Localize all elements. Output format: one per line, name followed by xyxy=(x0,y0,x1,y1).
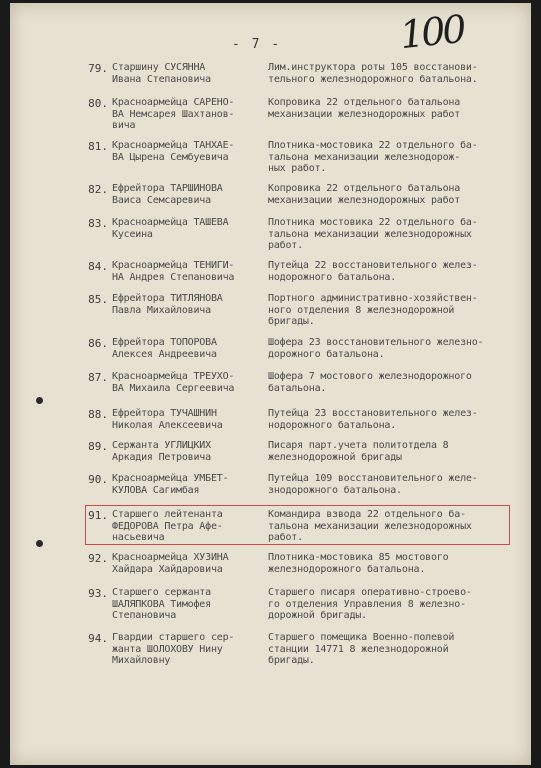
entry-number: 92. xyxy=(88,552,108,565)
entry-number: 84. xyxy=(88,260,108,273)
entry-position: Путейца 22 восстановительного желез- нодорожного батальона. xyxy=(268,260,478,283)
entry-position: Шофера 23 восстановительного железно- дорожного батальона. xyxy=(268,337,484,360)
entry-position: Командира взвода 22 отдельного ба- тальона механизации железнодорожных работ. xyxy=(268,509,472,543)
entry-number: 93. xyxy=(88,587,108,600)
entry-name: Старшего сержанта ШАЛЯПКОВА Тимофея Степановича xyxy=(112,587,211,621)
entry-name: Сержанта УГЛИЦКИХ Аркадия Петровича xyxy=(112,440,211,463)
entry-number: 81. xyxy=(88,140,108,153)
entry-number: 80. xyxy=(88,97,108,110)
entry-name: Красноармейца ТАШЕВА Кусеина xyxy=(112,217,229,240)
entry-number: 94. xyxy=(88,632,108,645)
entry-position: Плотника мостовика 22 отдельного ба- тальона механизации железнодорожных работ. xyxy=(268,217,478,251)
entry-position: Плотника-мостовика 22 отдельного ба- тальона механизации железнодорож- ных работ. xyxy=(268,140,478,174)
entry-number: 82. xyxy=(88,183,108,196)
page-number: - 7 - xyxy=(232,37,282,52)
highlight-box xyxy=(85,505,510,545)
entry-name: Гвардии старшего сер- жанта ШОЛОХОВУ Нину Михайловну xyxy=(112,632,235,666)
entry-position: Копровика 22 отдельного батальона механизации железнодорожных работ xyxy=(268,183,461,206)
entry-number: 91. xyxy=(88,509,108,522)
entry-name: Красноармейца УМБЕТ- КУЛОВА Сагимбая xyxy=(112,473,229,496)
entry-position: Старшего писаря оперативно-строево- го отделения Управления 8 железно- дорожной бригады. xyxy=(268,587,472,621)
entry-position: Путейца 109 восстановительного желе- знодорожного батальона. xyxy=(268,473,478,496)
entry-position: Путейца 23 восстановительного желез- нодорожного батальона. xyxy=(268,408,478,431)
entry-name: Ефрейтора ТИТЛЯНОВА Павла Михайловича xyxy=(112,293,223,316)
entry-position: Плотника-мостовика 85 мостового железнодорожного батальона. xyxy=(268,552,449,575)
entry-number: 86. xyxy=(88,337,108,350)
entry-number: 88. xyxy=(88,408,108,421)
entry-position: Писаря парт.учета политотдела 8 железнодорожной бригады xyxy=(268,440,449,463)
handwritten-page-number: 100 xyxy=(397,6,466,58)
entry-number: 85. xyxy=(88,293,108,306)
entry-position: Копровика 22 отдельного батальона механизации железнодорожных работ xyxy=(268,97,461,120)
entry-name: Красноармейца ТРЕУХО- ВА Михаила Сергеевича xyxy=(112,371,235,394)
entry-name: Ефрейтора ТАРШИНОВА Ваиса Семсаревича xyxy=(112,183,223,206)
entry-name: Красноармейца ТАНХАЕ- ВА Цырена Сембуевича xyxy=(112,140,235,163)
entry-position: Портного административно-хозяйствен- ного отделения 8 железнодорожной бригады. xyxy=(268,293,478,327)
entry-position: Шофера 7 мостового железнодорожного батальона. xyxy=(268,371,472,394)
entry-name: Красноармейца ТЕНИГИ- НА Андрея Степановича xyxy=(112,260,235,283)
punch-hole-mark xyxy=(36,540,43,547)
entry-number: 89. xyxy=(88,440,108,453)
entry-name: Старшего лейтенанта ФЕДОРОВА Петра Афе- насьевича xyxy=(112,509,223,543)
entry-number: 79. xyxy=(88,62,108,75)
entry-number: 83. xyxy=(88,217,108,230)
entry-number: 87. xyxy=(88,371,108,384)
entry-position: Лим.инструктора роты 105 восстанови- тельного железнодорожного батальона. xyxy=(268,62,478,85)
entry-position: Старшего помещика Военно-полевой станции 14771 8 железнодорожной бригады. xyxy=(268,632,455,666)
entry-number: 90. xyxy=(88,473,108,486)
entry-name: Красноармейца ХУЗИНА Хайдара Хайдаровича xyxy=(112,552,229,575)
entry-name: Ефрейтора ТУЧАШНИН Николая Алексеевича xyxy=(112,408,223,431)
punch-hole-mark xyxy=(36,397,43,404)
entry-name: Ефрейтора ТОПОРОВА Алексея Андреевича xyxy=(112,337,217,360)
entry-name: Красноармейца САРЕНО- ВА Немсарея Шахтанов- вича xyxy=(112,97,235,131)
entry-name: Старшину СУСЯННА Ивана Степановича xyxy=(112,62,211,85)
